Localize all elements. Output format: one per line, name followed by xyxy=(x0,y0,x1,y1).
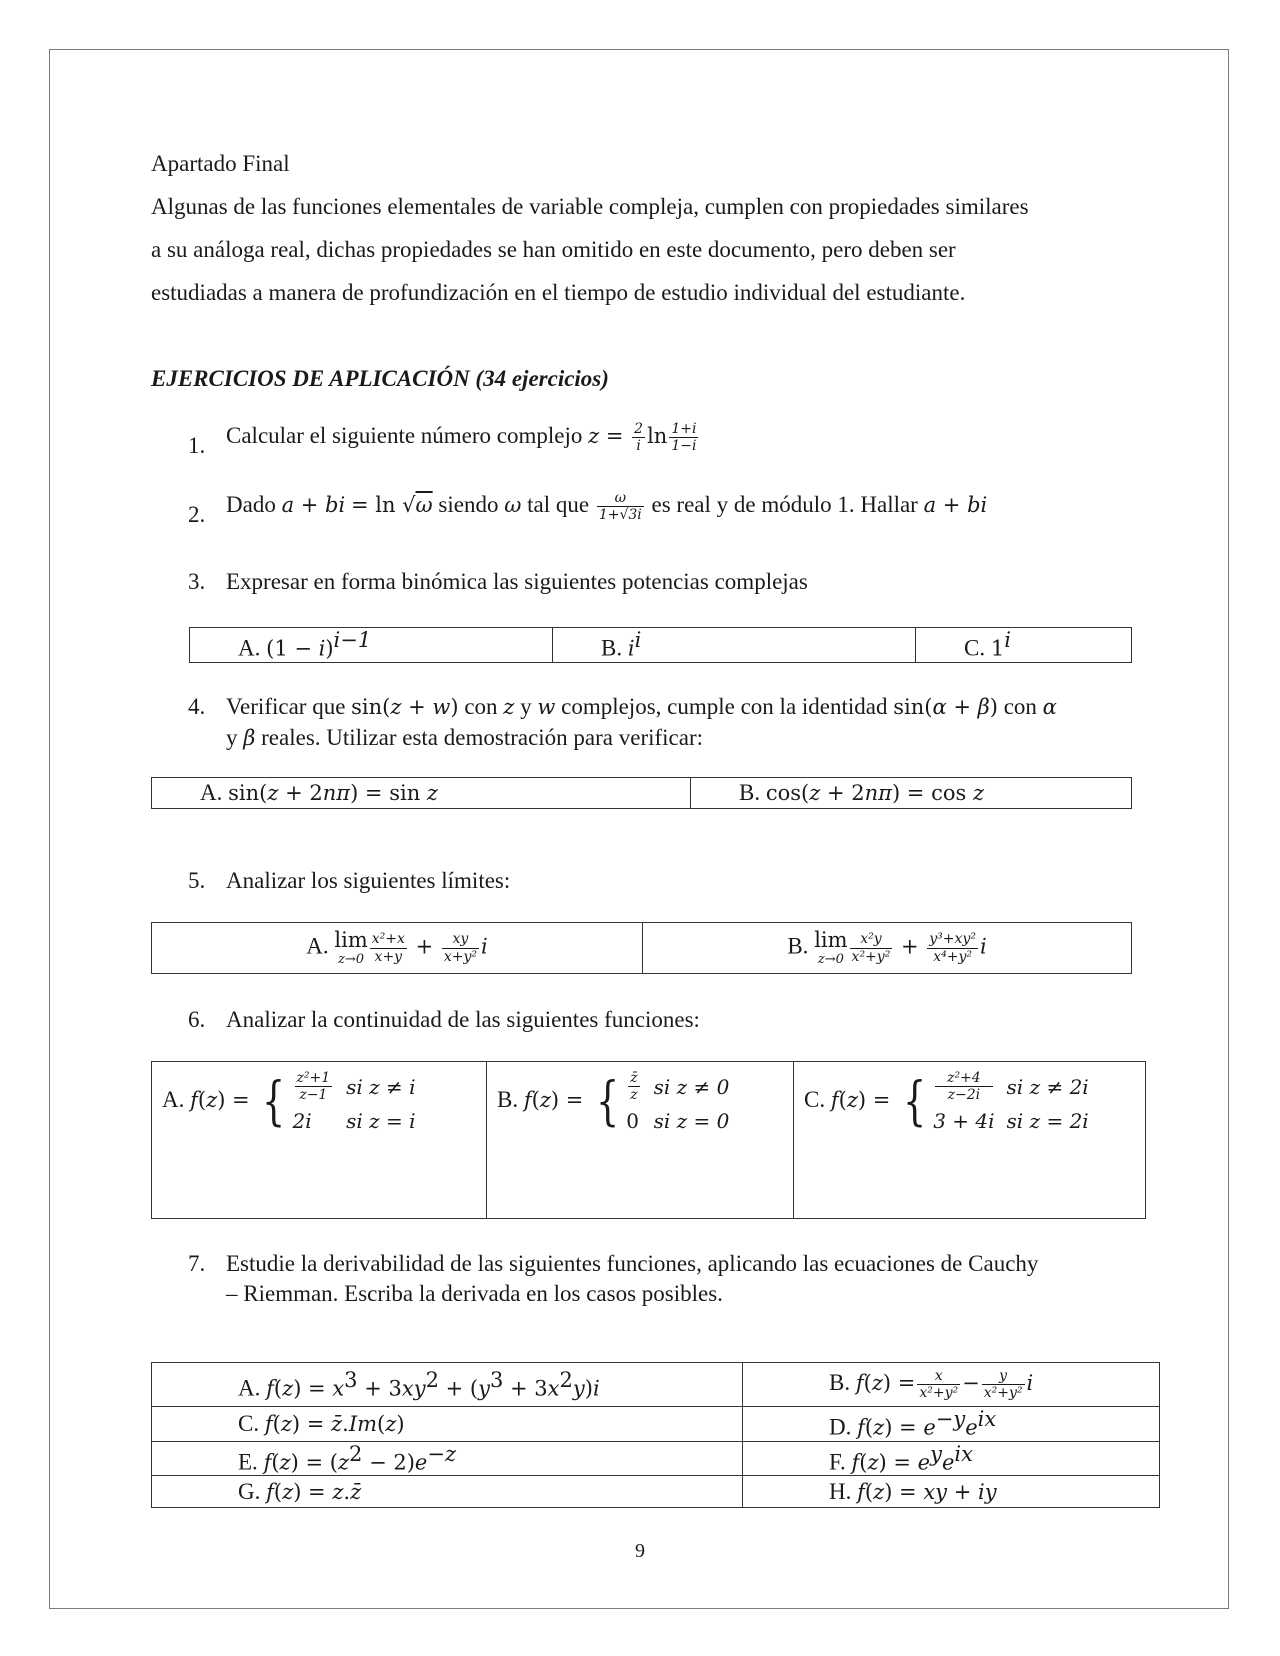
exercise-4-line: Verificar que sin(z + w) con z y w complejos, cumple con la identidad sin(α + β) con α xyxy=(226,694,1057,719)
page-number: 9 xyxy=(635,1540,645,1562)
table-cell: H. f(z) = xy + iy xyxy=(743,1476,1160,1508)
exercise-7-table xyxy=(151,1362,1160,1508)
intro-paragraph-line: estudiadas a manera de profundización en el tiempo de estudio individual del estudiante. xyxy=(151,280,966,305)
table-cell: C. f(z) = z̄.Im(z) xyxy=(152,1407,743,1442)
limit: lim z→0 xyxy=(334,928,368,967)
exercise-5-number: 5. xyxy=(188,868,206,893)
exercise-7-line: – Riemman. Escriba la derivada en los casos posibles. xyxy=(226,1281,723,1306)
table-cell: B. $i^i$ xyxy=(553,628,916,663)
exercise-6-text: Analizar la continuidad de las siguientes funciones: xyxy=(226,1007,700,1032)
exercise-7-number: 7. xyxy=(188,1251,206,1276)
table-cell: C. 1$^i$ xyxy=(916,628,1132,663)
exercise-5-text: Analizar los siguientes límites: xyxy=(226,868,511,893)
exercise-2-number: 2. xyxy=(188,502,206,527)
fraction: $\frac{\omega}{1+√3i}$ xyxy=(598,490,642,524)
exercise-4-number: 4. xyxy=(188,694,206,719)
exercise-6-number: 6. xyxy=(188,1007,206,1032)
table-cell: A. f(z) = { $\frac{\text{z²+1}}{z-1}$ si z ≠ i 2i si z = i xyxy=(152,1062,487,1219)
exercise-3-table xyxy=(189,627,1132,663)
table-cell: B. lim z→0 $\frac{\text{x²y}}{\text{x²+y²}}$ + $\frac{\text{y³+xy²}}{\text{x⁴+y²}}$ i xyxy=(643,923,1132,974)
table-cell: D. $f(z) = e^{-y}e^{ix}$ xyxy=(743,1407,1160,1442)
exercise-3-text: Expresar en forma binómica las siguientes potencias complejas xyxy=(226,569,808,594)
section-title: Apartado Final xyxy=(151,151,290,176)
exercise-3-number: 3. xyxy=(188,569,206,594)
exercise-2-text: Dado a + bi = ln √ω siendo ω tal que $\frac{\omega}{1+√3i}$ es real y de módulo 1. Hallar a + bi xyxy=(226,490,988,524)
table-cell: A. sin(z + 2nπ) = sin z xyxy=(152,778,691,809)
table-cell: A. $f(z) = x^3 + 3xy^2 + (y^3 + 3x^2y)i$ xyxy=(152,1363,743,1407)
table-cell: B. f(z) = $\frac{x}{\text{x²+y²}}$ − $\frac{y}{\text{x²+y²}}$ i xyxy=(743,1363,1160,1407)
exercise-1-number: 1. xyxy=(188,433,206,458)
exercise-5-table xyxy=(151,922,1132,974)
table-cell: G. f(z) = z.z̄ xyxy=(152,1476,743,1508)
table-cell: C. f(z) = { $\frac{\text{z²+4}}{z-2i}$ si z ≠ 2i 3 + 4i si z = 2i xyxy=(794,1062,1146,1219)
table-cell: B. f(z) = { $\frac{z̄}{z}$ si z ≠ 0 0 si z = 0 xyxy=(487,1062,794,1219)
table-cell: E. $f(z) = (z^2 - 2)e^{-z}$ xyxy=(152,1441,743,1476)
table-cell: A. lim z→0 $\frac{\text{x²+x}}{x+y}$ + $\frac{xy}{\text{x+y²}}$ i xyxy=(152,923,643,974)
formula: z = xyxy=(588,424,631,448)
fraction: $\frac{2}{i}$ xyxy=(634,421,644,455)
exercise-7-line: Estudie la derivabilidad de las siguientes funciones, aplicando las ecuaciones de Cauchy xyxy=(226,1251,1039,1276)
fraction: $\frac{1+i}{1-i}$ xyxy=(671,421,697,455)
limit: lim z→0 xyxy=(814,928,848,967)
exercises-heading: EJERCICIOS DE APLICACIÓN (34 ejercicios) xyxy=(151,366,609,391)
intro-paragraph-line: Algunas de las funciones elementales de variable compleja, cumplen con propiedades similares xyxy=(151,194,1029,219)
exercise-6-table xyxy=(151,1061,1146,1219)
exercise-4-table xyxy=(151,777,1132,809)
exercise-1-text: Calcular el siguiente número complejo z = $\frac{2}{i}$ ln $\frac{1+i}{1-i}$ xyxy=(226,421,697,455)
table-cell: A. $(1 - i)^{i-1}$ xyxy=(190,628,553,663)
table-cell: F. $f(z) = e^ye^{ix}$ xyxy=(743,1441,1160,1476)
table-cell: B. cos(z + 2nπ) = cos z xyxy=(691,778,1132,809)
exercise-4-line: y β reales. Utilizar esta demostración para verificar: xyxy=(226,725,704,750)
intro-paragraph-line: a su análoga real, dichas propiedades se han omitido en este documento, pero deben ser xyxy=(151,237,956,262)
